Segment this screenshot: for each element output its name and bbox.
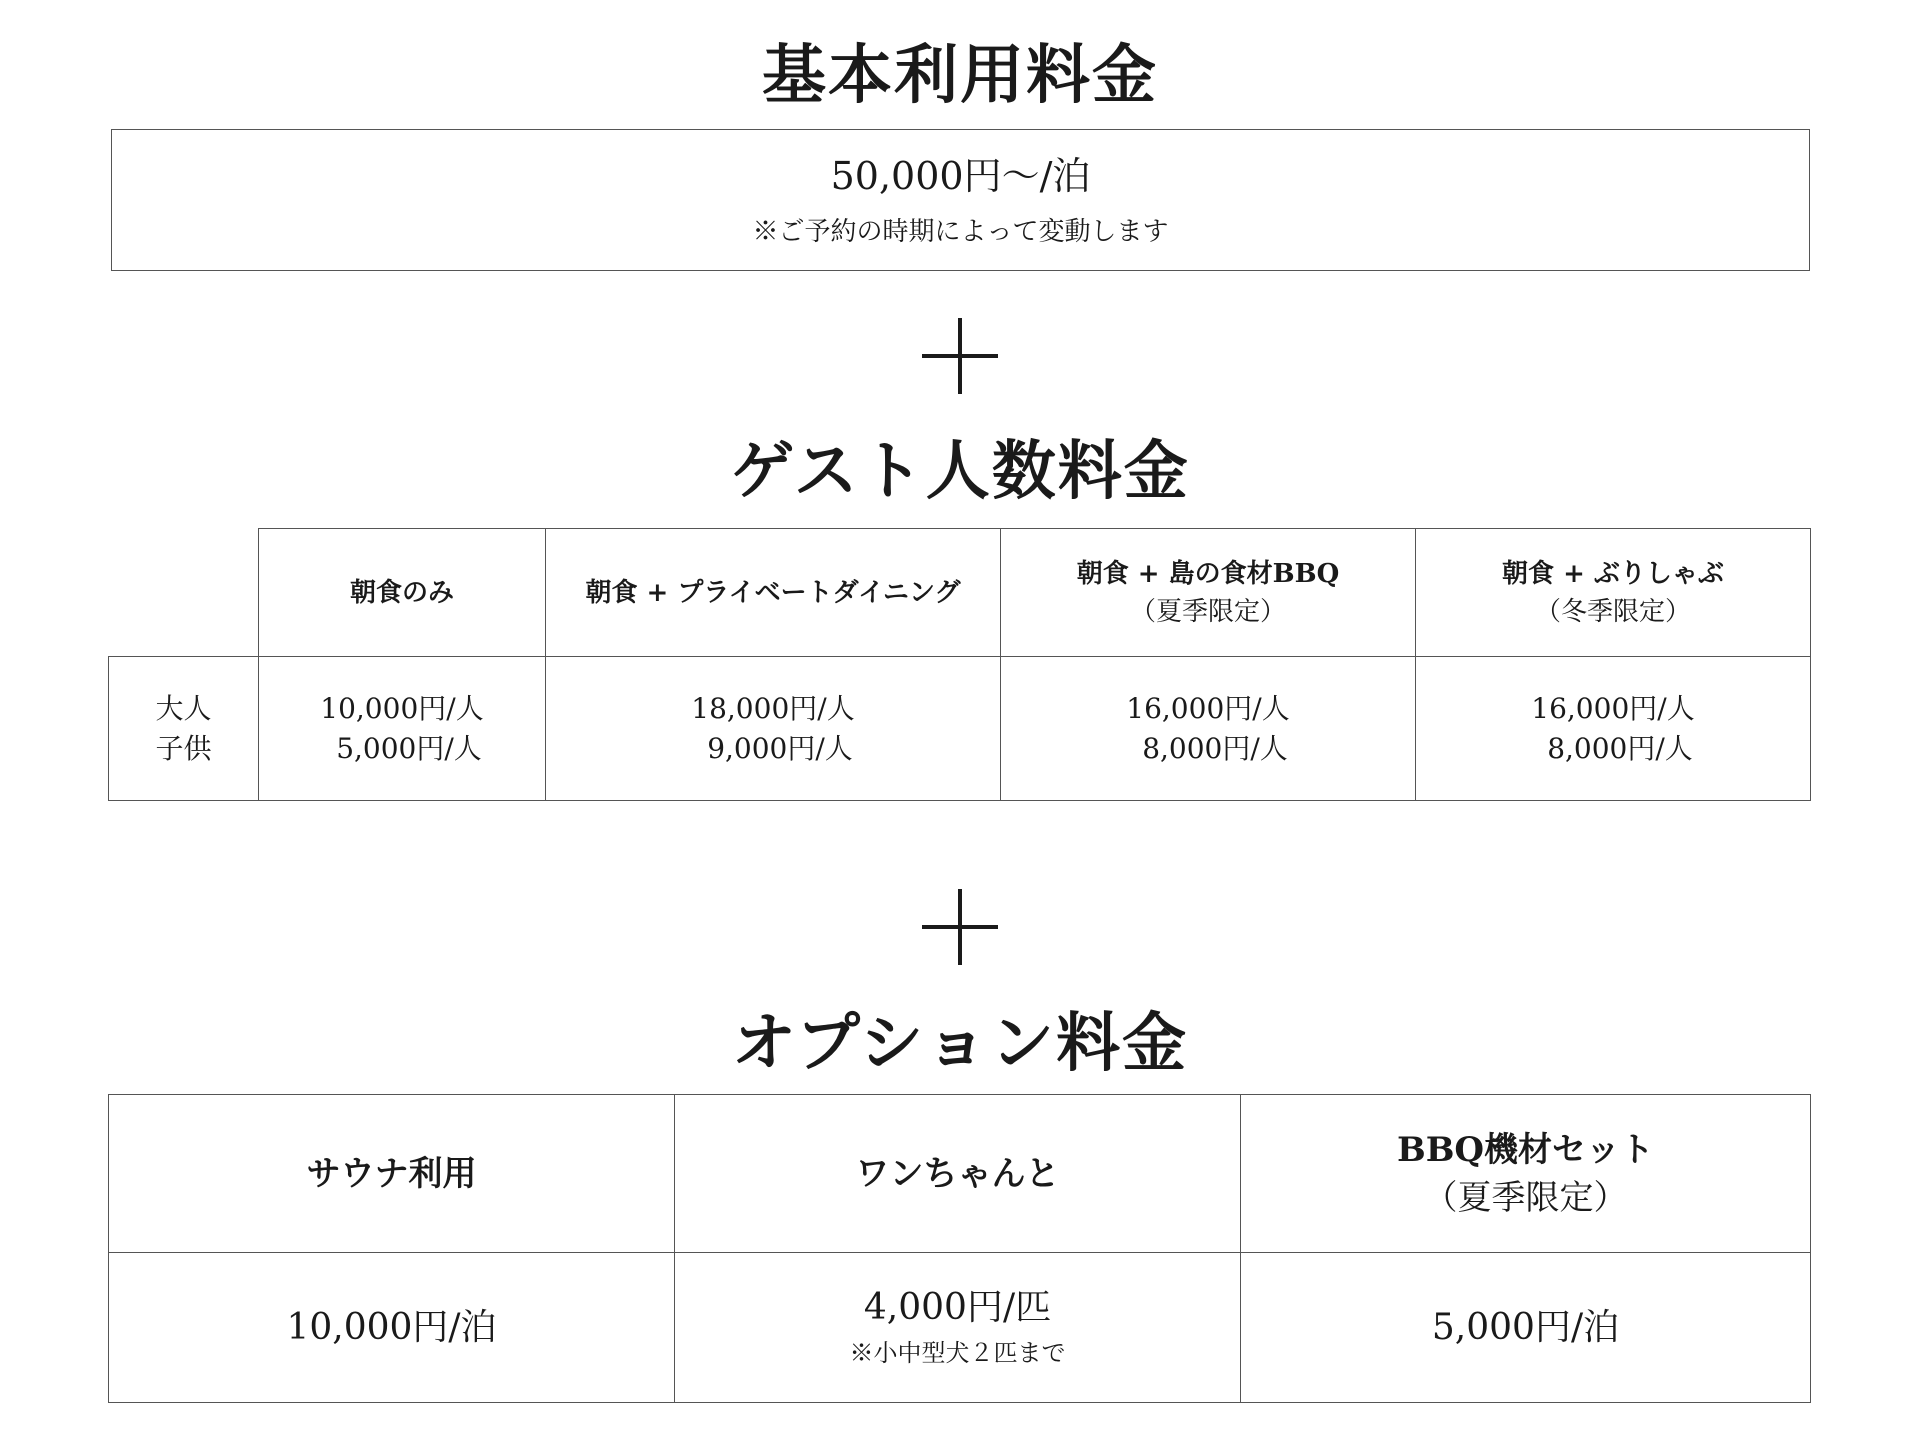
column-sublabel: （夏季限定） [1423,1177,1628,1218]
guest-fee-table [108,528,1811,801]
option-column-header [1241,1095,1811,1253]
column-label: 朝食 + プライベートダイニング [585,577,961,608]
plus-icon [922,318,998,394]
guest-column-header [546,529,1001,657]
table-header-row [109,1095,1811,1253]
option-price: 5,000円/泊 [1431,1306,1620,1348]
option-note: ※小中型犬２匹まで [849,1338,1066,1367]
guest-column-header [1001,529,1416,657]
column-sublabel: （夏季限定） [1129,596,1286,627]
price-cell [1241,1253,1811,1403]
base-fee-box [111,129,1810,271]
guest-fee-title: ゲスト人数料金 [730,434,1190,509]
adult-price: 10,000円/人 [320,691,484,725]
price-cell [1416,657,1811,801]
column-label: 朝食 + ぶりしゃぶ [1502,558,1724,589]
adult-price: 16,000円/人 [1126,691,1290,725]
row-label-adult: 大人 [155,691,212,725]
column-label: 朝食 + 島の食材BBQ [1076,558,1340,589]
plus-icon [922,889,998,965]
child-price: 8,000円/人 [1142,731,1288,765]
guest-column-header [259,529,546,657]
adult-price: 18,000円/人 [691,691,855,725]
child-price: 9,000円/人 [707,731,853,765]
base-fee-title: 基本利用料金 [762,38,1158,113]
option-column-header [109,1095,675,1253]
price-cell [109,1253,675,1403]
option-price: 10,000円/泊 [286,1306,497,1348]
table-corner-cell [109,529,259,657]
guest-column-header [1416,529,1811,657]
child-price: 5,000円/人 [336,731,482,765]
adult-price: 16,000円/人 [1531,691,1695,725]
price-cell [1001,657,1416,801]
base-fee-price: 50,000円〜/泊 [830,154,1091,198]
base-fee-note: ※ご予約の時期によって変動します [752,217,1169,247]
option-fee-title: オプション料金 [731,1006,1189,1081]
row-label-cell [109,657,259,801]
column-label: BBQ機材セット [1396,1129,1655,1170]
column-label: サウナ利用 [306,1153,477,1194]
child-price: 8,000円/人 [1547,731,1693,765]
option-price: 4,000円/匹 [863,1286,1052,1328]
option-column-header [675,1095,1241,1253]
row-label-child: 子供 [155,731,212,765]
option-fee-table [108,1094,1811,1403]
column-label: ワンちゃんと [855,1153,1060,1194]
table-row [109,1253,1811,1403]
price-cell [259,657,546,801]
price-cell [546,657,1001,801]
table-header-row [109,529,1811,657]
price-cell [675,1253,1241,1403]
column-sublabel: （冬季限定） [1534,596,1691,627]
table-row [109,657,1811,801]
column-label: 朝食のみ [349,577,454,608]
